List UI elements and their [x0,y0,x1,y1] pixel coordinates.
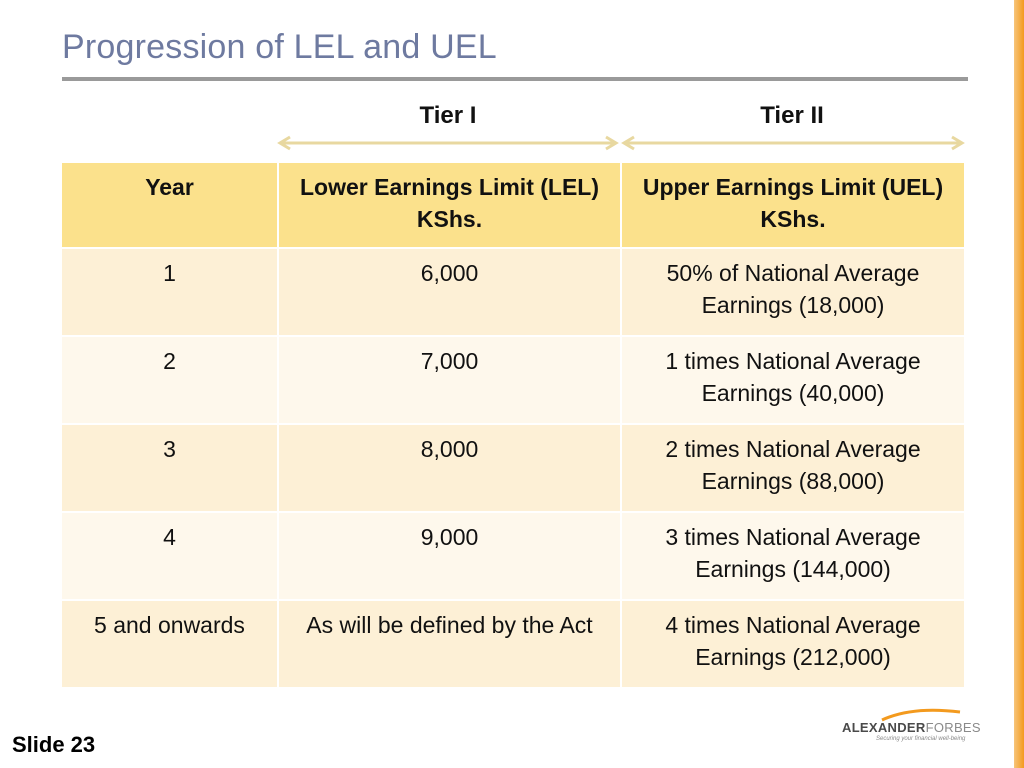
cell-uel: 50% of National Average Earnings (18,000) [621,248,965,336]
cell-lel: 7,000 [278,336,621,424]
logo-name-part2: FORBES [925,720,981,735]
table-row [61,424,965,512]
cell-year: 5 and onwards [61,600,278,688]
cell-year: 2 [61,336,278,424]
cell-lel: 9,000 [278,512,621,600]
slide-title: Progression of LEL and UEL [62,28,497,66]
table-header-row [61,162,965,248]
logo-tagline: Securing your financial well-being [876,736,966,742]
logo-wordmark [842,720,981,735]
tier-1-label: Tier I [419,102,477,129]
earnings-limit-table [60,161,966,689]
header-uel: Upper Earnings Limit (UEL) KShs. [621,162,965,248]
alexander-forbes-logo [842,706,981,748]
cell-year: 4 [61,512,278,600]
logo-name-part1: ALEXANDER [842,720,926,735]
slide-number: Slide 23 [12,732,96,757]
cell-uel: 2 times National Average Earnings (88,000) [621,424,965,512]
header-year: Year [61,162,278,248]
cell-lel: 6,000 [278,248,621,336]
table-row [61,336,965,424]
cell-uel: 4 times National Average Earnings (212,000) [621,600,965,688]
cell-lel: 8,000 [278,424,621,512]
tier-2-label: Tier II [760,102,824,129]
tier-1-arrow-icon [276,134,620,152]
cell-year: 3 [61,424,278,512]
table-row [61,600,965,688]
side-accent-bar [1014,0,1024,768]
tier-2-arrow-icon [620,134,966,152]
title-divider [62,77,968,81]
cell-uel: 1 times National Average Earnings (40,000) [621,336,965,424]
header-lel: Lower Earnings Limit (LEL) KShs. [278,162,621,248]
cell-year: 1 [61,248,278,336]
cell-uel: 3 times National Average Earnings (144,000) [621,512,965,600]
cell-lel: As will be defined by the Act [278,600,621,688]
table-row [61,512,965,600]
table-row [61,248,965,336]
